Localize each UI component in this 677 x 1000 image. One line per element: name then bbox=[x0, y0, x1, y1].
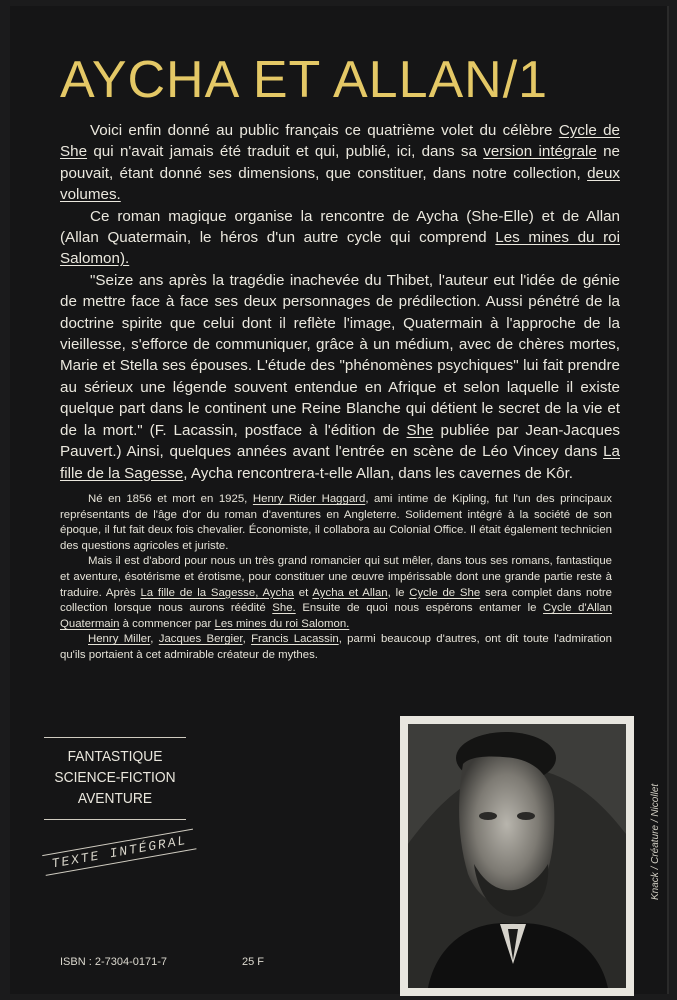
bio-paragraph-1 bbox=[60, 492, 612, 554]
author-portrait bbox=[408, 724, 626, 988]
author-portrait-frame bbox=[400, 716, 634, 996]
underlined-name: Francis Lacassin bbox=[251, 633, 339, 646]
text-run: publiée par Jean-Jacques Pauvert.) Ainsi, quelques années avant l'entrée en scène de Léo Vincey dans bbox=[60, 421, 620, 461]
photo-credit: Knack / Créature / Nicollet bbox=[650, 783, 661, 900]
text-run: Ensuite de quoi nous espérons entamer le bbox=[295, 602, 544, 615]
bio-paragraph-2 bbox=[60, 554, 612, 632]
underlined-title: Les mines du roi Salomon. bbox=[214, 617, 350, 630]
genre-fantastique: FANTASTIQUE bbox=[67, 748, 163, 765]
text-run: qui n'avait jamais été traduit et qui, publié, ici, dans sa bbox=[87, 143, 484, 161]
main-blurb bbox=[60, 120, 620, 484]
text-run: Ce roman magique organise la rencontre de Aycha (She-Elle) et de Allan (Allan Quatermain, le héros d'un autre cycle qui comprend bbox=[60, 207, 620, 247]
author-bio bbox=[60, 492, 612, 664]
underlined-name: Henry Miller bbox=[88, 633, 151, 646]
text-run: ne pouvait, étant donné ses dimensions, que constituer, dans notre collection, bbox=[60, 143, 620, 182]
underlined-title: Aycha et Allan bbox=[312, 586, 388, 599]
underlined-title: Les mines du roi Salomon). bbox=[60, 229, 620, 268]
text-run: , bbox=[242, 633, 252, 646]
price: 25 F bbox=[242, 956, 265, 968]
author-name: Henry Rider Haggard bbox=[252, 493, 366, 505]
blurb-paragraph-1 bbox=[60, 120, 620, 206]
genre-aventure: AVENTURE bbox=[77, 790, 153, 807]
underlined-title: Cycle de She bbox=[409, 586, 481, 599]
bio-paragraph-3 bbox=[60, 632, 612, 663]
book-title: AYCHA ET ALLAN/1 bbox=[60, 51, 549, 109]
underlined-title: She. bbox=[272, 602, 296, 615]
blurb-paragraph-3 bbox=[60, 270, 620, 484]
underlined-phrase: version intégrale bbox=[483, 143, 597, 161]
text-run: et bbox=[293, 586, 313, 599]
underlined-title: Cycle d'Allan Quatermain bbox=[60, 602, 612, 630]
text-run: , Aycha rencontrera-t-elle Allan, dans les cavernes de Kôr. bbox=[183, 464, 574, 482]
text-run: , bbox=[150, 633, 159, 646]
text-run: , le bbox=[387, 586, 410, 599]
underlined-name: Jacques Bergier bbox=[158, 633, 243, 646]
text-run: Né en 1856 et mort en 1925, bbox=[88, 493, 253, 505]
text-run: , parmi beaucoup d'autres, ont dit toute l'admiration qu'ils portaient à cet admirable créateur de mythes. bbox=[60, 633, 612, 661]
genre-box bbox=[44, 737, 186, 820]
underlined-title: She bbox=[406, 421, 434, 439]
portrait-illustration bbox=[408, 724, 626, 988]
text-run: , ami intime de Kipling, fut l'un des principaux représentants de l'âge d'or du roman d'aventures en Angleterre. Solidement intégré à la société de son époque, il fut fait deux fois chevalier. Économiste, il collabora au Colonial Office. Il était également technicien des questions agricoles et juriste. bbox=[60, 493, 612, 552]
texte-integral-stamp: TEXTE INTÉGRAL bbox=[42, 829, 197, 876]
text-run: Mais il est d'abord pour nous un très grand romancier qui sut mêler, dans tous ses romans, fantastique et aventure, ésotérisme et érotisme, pour constituer une œuvre impérissable dont une grande partie reste à traduire. Après bbox=[60, 555, 612, 599]
underlined-phrase: deux volumes. bbox=[60, 164, 620, 204]
text-run: "Seize ans après la tragédie inachevée du Thibet, l'auteur eut l'idée de génie de mettre face à face ses deux personnages de prédilection. Aussi pénétré de la doctrine spirite que celui dont il reflète l'image, Quatermain à l'approche de la vieillesse, s'efforce de communiquer, grâce à un médium, avec de chères mortes, Marie et Stella ses épouses. L'étude des "phénomènes psychiques" lui fait prendre au sérieux une légende souvent entendue en Afrique et selon laquelle il existe quelque part dans le continent une Reine Blanche qui détient le secret de la vie et de la mort." (F. Lacassin, postface à l'édition de bbox=[60, 271, 620, 439]
underlined-title: La fille de la Sagesse bbox=[60, 443, 620, 482]
text-run: sera complet dans notre collection lorsque nous aurons réédité bbox=[60, 586, 613, 615]
text-run: à commencer par bbox=[119, 617, 215, 630]
text-run: Voici enfin donné au public français ce quatrième volet du célèbre bbox=[90, 122, 559, 139]
blurb-paragraph-2 bbox=[60, 206, 620, 270]
isbn: ISBN : 2-7304-0171-7 bbox=[60, 956, 168, 968]
underlined-title: La fille de la Sagesse, Aycha bbox=[140, 586, 294, 599]
genre-science-fiction: SCIENCE-FICTION bbox=[54, 769, 176, 786]
underlined-title: Cycle de She bbox=[60, 122, 620, 161]
